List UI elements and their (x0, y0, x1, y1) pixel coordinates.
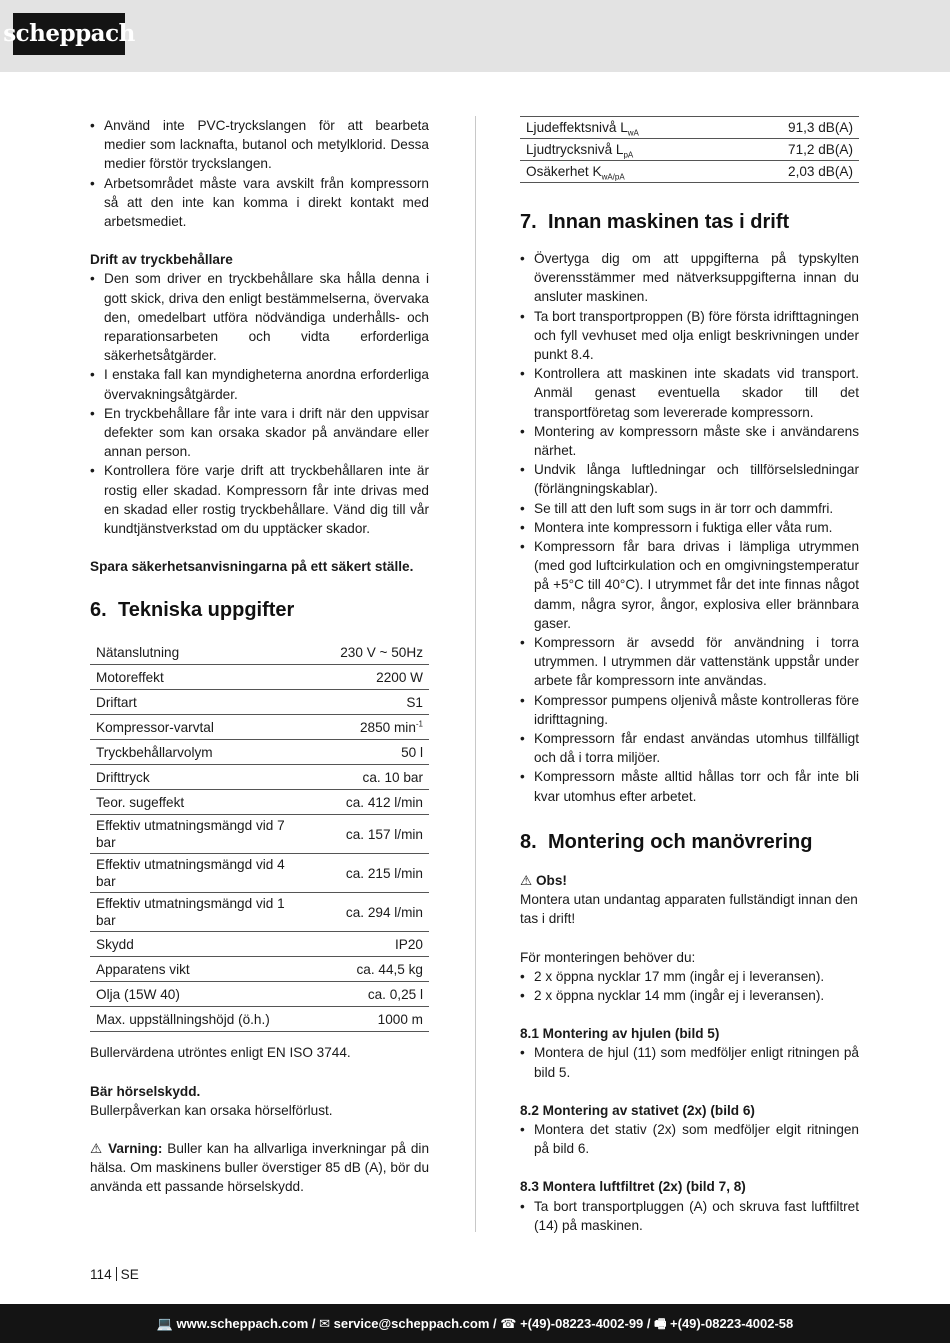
spec-label: Olja (15W 40) (90, 982, 302, 1007)
list-item: • 2 x öppna nycklar 14 mm (ingår ej i leveransen). (520, 986, 859, 1005)
list-item: • Montera det stativ (2x) som medföljer elgit ritningen på bild 6. (520, 1120, 859, 1158)
spec-value: ca. 0,25 l (302, 982, 429, 1007)
spec-value: S1 (302, 690, 429, 715)
section-8-3-list (520, 1197, 859, 1235)
intro-bullet-list (90, 116, 429, 231)
list-item: • Kompressorn måste alltid hållas torr och får inte bli kvar utomhus efter arbetet. (520, 767, 859, 805)
list-item: • Ta bort transportpluggen (A) och skruva fast luftfiltret (14) på maskinen. (520, 1197, 859, 1235)
table-row (90, 640, 429, 665)
spec-value: ca. 412 l/min (302, 790, 429, 815)
noise-measurement-note: Bullervärdena utröntes enligt EN ISO 3744. (90, 1045, 351, 1061)
table-row (90, 957, 429, 982)
section-8-3-heading: 8.3 Montera luftfiltret (2x) (bild 7, 8) (520, 1179, 746, 1195)
noise-label-text: Ljudeffektsnivå L (526, 120, 628, 135)
spec-label: Effektiv utmatningsmängd vid 7 bar (90, 815, 302, 854)
section-7-heading (520, 210, 859, 234)
spec-value: 230 V ~ 50Hz (302, 640, 429, 665)
column-divider (475, 116, 476, 1232)
noise-label-sub: wA/pA (601, 172, 625, 182)
list-item: • Ta bort transportproppen (B) före första idrifttagningen och fyll vevhuset med olja enligt beskrivningen under punkt 8.4. (520, 307, 859, 365)
table-row (90, 765, 429, 790)
section-title: Tekniska uppgifter (118, 599, 295, 622)
spec-value: 2200 W (302, 665, 429, 690)
save-note: Spara säkerhetsanvisningarna på ett säkert ställe. (90, 559, 414, 575)
spec-value: 50 l (302, 740, 429, 765)
spec-value: 1000 m (302, 1007, 429, 1032)
list-item: • Se till att den luft som sugs in är torr och dammfri. (520, 499, 859, 518)
spec-label: Effektiv utmatningsmängd vid 1 bar (90, 893, 302, 932)
computer-icon: 💻 (156, 1315, 177, 1331)
spec-label: Tryckbehållarvolym (90, 740, 302, 765)
list-item: • En tryckbehållare får inte vara i drift när den uppvisar defekter som kan orsaka skador på användare eller annan person. (90, 404, 429, 462)
table-row (90, 932, 429, 957)
operation-heading: Drift av tryckbehållare (90, 252, 233, 268)
obs-heading (520, 871, 859, 890)
spec-value: ca. 10 bar (302, 765, 429, 790)
noise-label-text: Ljudtrycksnivå L (526, 142, 624, 157)
noise-label (520, 117, 730, 139)
table-row (90, 1007, 429, 1032)
table-row (90, 740, 429, 765)
obs-label: Obs! (535, 872, 567, 888)
section-8-2-list (520, 1120, 859, 1158)
list-item: • Kompressorn är avsedd för användning i torra utrymmen. I utrymmen där vattenstänk uppstår under arbete får kompressorn inte användas. (520, 633, 859, 691)
section-6-heading (90, 598, 429, 622)
list-item: • I enstaka fall kan myndigheterna anordna erforderliga övervakningsåtgärder. (90, 365, 429, 403)
table-row (520, 139, 859, 161)
spec-label: Max. uppställningshöjd (ö.h.) (90, 1007, 302, 1032)
table-row (520, 161, 859, 183)
spec-value-exponent: -1 (415, 719, 423, 729)
list-item: • Montera de hjul (11) som medföljer enligt ritningen på bild 5. (520, 1043, 859, 1081)
section-8-heading (520, 830, 859, 854)
footer-phone: +(49)-08223-4002-99 (520, 1315, 644, 1331)
list-item: • Kontrollera att maskinen inte skadats vid transport. Anmäl genast eventuella skador till det transportföretag som levererade kompressorn. (520, 364, 859, 422)
spec-value: ca. 44,5 kg (302, 957, 429, 982)
warning-text: Buller kan ha allvarliga inverkningar på din hälsa. Om maskinens buller överstiger 85 dB (A), bör du använda ett passande hörselskydd. (90, 1141, 430, 1195)
scheppach-logo: scheppach (13, 13, 125, 55)
footer-fax: +(49)-08223-4002-58 (670, 1315, 794, 1331)
section-title: Montering och manövrering (548, 830, 813, 853)
section-number: 8. (520, 830, 537, 853)
spec-label: Kompressor-varvtal (90, 715, 302, 740)
spec-table (90, 640, 429, 1032)
table-row (90, 893, 429, 932)
noise-label-sub: pA (623, 150, 634, 160)
table-row (90, 815, 429, 854)
list-item: • Kompressorn får bara drivas i lämpliga utrymmen (med god luftcirkulation och en omgivningstemperatur på +5°C till 40°C). I utrymmet får det inte finnas något damm, några syror, ångor, explosiva eller brännbara gaser. (520, 537, 859, 633)
list-item: • Montering av kompressorn måste ske i användarens närhet. (520, 422, 859, 460)
spec-value-text: 2850 min (359, 719, 416, 735)
noise-value: 2,03 dB(A) (730, 161, 859, 183)
list-item: • Den som driver en tryckbehållare ska hålla denna i gott skick, driva den enligt bestämmelserna, övervaka den, omedelbart utföra nödvändiga underhålls- och reparationsarbeten och vidta erforderliga säkerhetsåtgärder. (90, 269, 429, 365)
tools-list (520, 967, 859, 1005)
spec-value: IP20 (302, 932, 429, 957)
warning-paragraph (90, 1139, 429, 1197)
page-language: SE (120, 1267, 139, 1282)
list-item: • Kompressorn får endast användas utomhus tillfälligt och då i torra miljöer. (520, 729, 859, 767)
phone-icon: ☎ (500, 1315, 521, 1331)
email-icon: ✉ (319, 1315, 334, 1331)
spec-label: Nätanslutning (90, 640, 302, 665)
spec-value: ca. 294 l/min (302, 893, 429, 932)
table-row (90, 665, 429, 690)
list-item: • Montera inte kompressorn i fuktiga eller våta rum. (520, 518, 859, 537)
spec-label: Effektiv utmatningsmängd vid 4 bar (90, 854, 302, 893)
fax-icon: 🖷 (654, 1315, 671, 1331)
section-7-bullet-list (520, 249, 859, 806)
section-number: 6. (90, 599, 107, 622)
spec-value: ca. 157 l/min (302, 815, 429, 854)
noise-label-sub: wA (627, 128, 639, 138)
spec-label: Drifttryck (90, 765, 302, 790)
warning-icon: ⚠ (520, 872, 533, 888)
spec-value: ca. 215 l/min (302, 854, 429, 893)
list-item: • Använd inte PVC-tryckslangen för att bearbeta medier som lacknafta, butanol och metylklorid. Dessa medier förstör tryckslangen. (90, 116, 429, 174)
table-row (90, 715, 429, 740)
section-8-1-list (520, 1043, 859, 1081)
page-number (90, 1265, 139, 1284)
list-item: • Kompressor pumpens oljenivå måste kontrolleras före idrifttagning. (520, 691, 859, 729)
table-row (520, 117, 859, 139)
right-column (520, 116, 859, 1235)
section-number: 7. (520, 211, 537, 233)
spec-label: Apparatens vikt (90, 957, 302, 982)
warning-label: Varning: (108, 1141, 163, 1157)
table-row (90, 854, 429, 893)
section-title: Innan maskinen tas i drift (548, 211, 790, 233)
hearing-text: Bullerpåverkan kan orsaka hörselförlust. (90, 1102, 333, 1118)
list-item: • Undvik långa luftledningar och tillförselsledningar (förlängningskablar). (520, 460, 859, 498)
operation-bullet-list (90, 269, 429, 538)
hearing-heading: Bär hörselskydd. (90, 1083, 201, 1099)
noise-value: 91,3 dB(A) (730, 117, 859, 139)
page-number-separator (116, 1267, 117, 1281)
list-item: • Övertyga dig om att uppgifterna på typskylten överensstämmer med nätverksuppgifterna innan du ansluter maskinen. (520, 249, 859, 307)
footer-email[interactable]: service@scheppach.com (333, 1315, 490, 1331)
obs-text: Montera utan undantag apparaten fullständigt innan den tas i drift! (520, 892, 858, 927)
spec-label: Motoreffekt (90, 665, 302, 690)
page-header (0, 0, 950, 72)
list-item: • 2 x öppna nycklar 17 mm (ingår ej i leveransen). (520, 967, 859, 986)
tools-intro: För monteringen behöver du: (520, 949, 696, 965)
list-item: • Arbetsområdet måste vara avskilt från kompressorn så att den inte kan komma i direkt kontakt med arbetsmediet. (90, 174, 429, 232)
noise-label (520, 139, 730, 161)
left-column (90, 116, 429, 1197)
noise-label-text: Osäkerhet K (526, 164, 602, 179)
contact-footer: 💻 www.scheppach.com / ✉ service@scheppach.com / ☎ +(49)-08223-4002-99 / 🖷 +(49)-08223-4002-58 (0, 1304, 950, 1343)
noise-label (520, 161, 730, 183)
section-8-1-heading: 8.1 Montering av hjulen (bild 5) (520, 1026, 720, 1042)
noise-value: 71,2 dB(A) (730, 139, 859, 161)
table-row (90, 690, 429, 715)
footer-web[interactable]: www.scheppach.com (176, 1315, 309, 1331)
section-8-2-heading: 8.2 Montering av stativet (2x) (bild 6) (520, 1102, 755, 1118)
spec-label: Driftart (90, 690, 302, 715)
noise-table (520, 116, 859, 183)
table-row (90, 790, 429, 815)
table-row (90, 982, 429, 1007)
spec-value (302, 715, 429, 740)
list-item: • Kontrollera före varje drift att tryckbehållaren inte är rostig eller skadad. Kompressorn får inte drivas med en skadad eller rostig tryckbehållare. Vänd dig till vår kundtjänstverkstad om du upptäcker skador. (90, 461, 429, 538)
spec-label: Teor. sugeffekt (90, 790, 302, 815)
page-number-value: 114 (90, 1267, 112, 1282)
warning-icon: ⚠ (90, 1141, 104, 1157)
spec-label: Skydd (90, 932, 302, 957)
